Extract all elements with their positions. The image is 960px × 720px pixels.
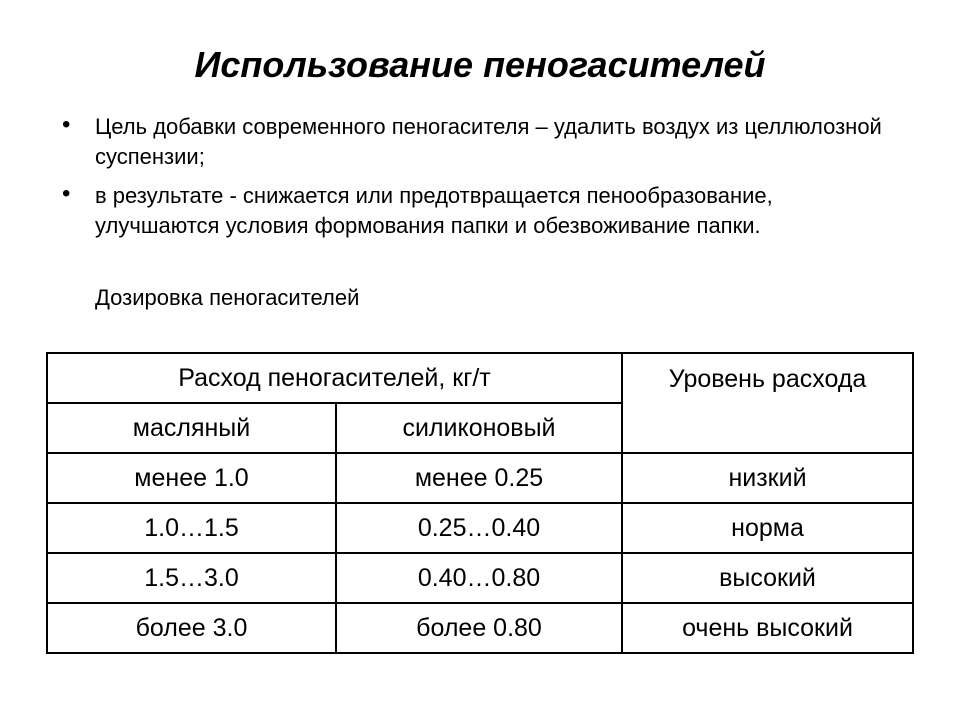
table-cell: высокий xyxy=(622,553,913,603)
table-row xyxy=(47,453,913,503)
table-cell: 1.5…3.0 xyxy=(47,553,336,603)
table-cell: 1.0…1.5 xyxy=(47,503,336,553)
dosage-table xyxy=(46,352,914,654)
table-row xyxy=(47,553,913,603)
table-row xyxy=(47,603,913,653)
bullet-icon: • xyxy=(62,180,71,207)
table-caption: Дозировка пеногасителей xyxy=(95,285,360,310)
bullet-item xyxy=(62,112,902,172)
table-cell: более 3.0 xyxy=(47,603,336,653)
table-header-row xyxy=(47,353,913,403)
header-oil: масляный xyxy=(47,403,336,453)
table-row xyxy=(47,503,913,553)
slide-title: Использование пеногасителей xyxy=(194,44,766,85)
header-silicone: силиконовый xyxy=(336,403,622,453)
table-cell: норма xyxy=(622,503,913,553)
table-cell: низкий xyxy=(622,453,913,503)
header-consumption: Расход пеногасителей, кг/т xyxy=(47,353,622,403)
table-cell: менее 0.25 xyxy=(336,453,622,503)
bullet-icon: • xyxy=(62,111,71,138)
bullet-item xyxy=(62,181,902,241)
bullet-list xyxy=(62,112,902,250)
table-cell: очень высокий xyxy=(622,603,913,653)
table-cell: 0.40…0.80 xyxy=(336,553,622,603)
table-cell: 0.25…0.40 xyxy=(336,503,622,553)
table-cell: менее 1.0 xyxy=(47,453,336,503)
bullet-text: Цель добавки современного пеногасителя – удалить воздух из целлюлозной суспензии; xyxy=(95,114,882,169)
bullet-text: в результате - снижается или предотвращается пенообразование, улучшаются условия формования папки и обезвоживание папки. xyxy=(95,183,773,238)
header-level: Уровень расхода xyxy=(622,353,913,453)
table-cell: более 0.80 xyxy=(336,603,622,653)
